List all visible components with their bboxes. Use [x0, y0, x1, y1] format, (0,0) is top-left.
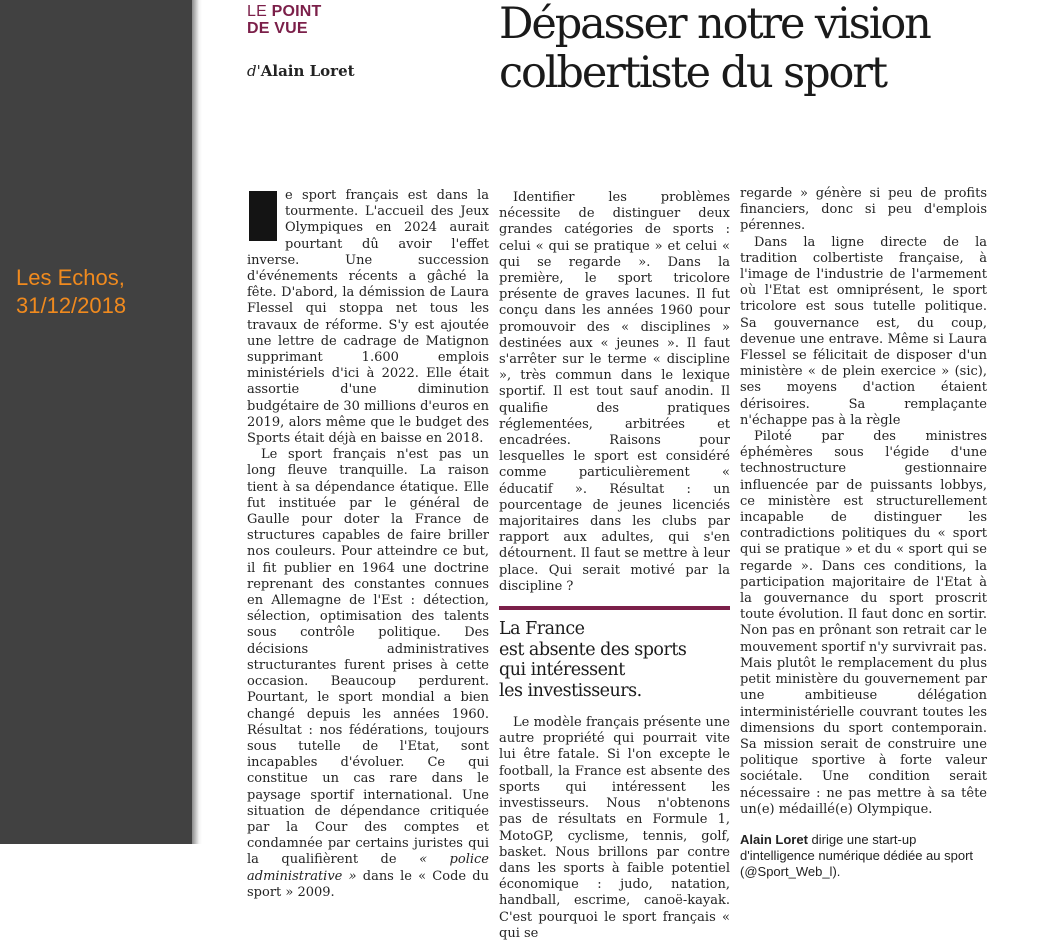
byline-author: Alain Loret — [260, 62, 355, 80]
paragraph-text: e sport français est dans la tourmente. L'accueil des Jeux Olympiques en 2024 aurait pourtant dû avoir l'effet inverse. Une succession d'événements récents a gâché la fête. D'abord, la démission de Laura Flessel qui stoppa net tous les travaux de réforme. S'y est ajoutée une lettre de cadrage de Matignon supprimant 1.600 emplois ministériels d'ici à 2022. Elle était assortie d'une diminution budgétaire de 30 millions d'euros en 2019, alors même que le budget des Sports était déjà en baisse en 2018. — [247, 188, 489, 447]
signature-name: Alain Loret — [740, 831, 808, 847]
kicker-le: LE — [247, 3, 267, 20]
pullquote-line: est absente des sports — [499, 639, 687, 660]
paragraph-text: Le sport français n'est pas un long fleuve tranquille. La raison tient à sa dépendance étatique. Elle fut instituée par le général de Gaulle pour doter la France de structures capables de faire briller nos couleurs. Pour atteindre ce but, il fit publier en 1964 une doctrine reprenant des constantes connues en Allemagne de l'Est : détection, sélection, optimisation des talents sous contrôle politique. Des décisions administratives structurantes furent prises à cette occasion. Beaucoup perdurent. Pourtant, le sport mondial a bien changé depuis les années 1960. Résultat : nos fédérations, toujours sous tutelle de l'Etat, sont incapables d'évoluer. Ce qui constitue un cas rare dans le paysage sportif international. Une situation de dépendance critiquée par la Cour des comptes et condamnée par certains juristes qui la qualifièrent de — [247, 447, 489, 868]
dark-sidebar — [0, 0, 192, 844]
headline — [499, 0, 1039, 98]
byline — [247, 62, 355, 80]
headline-line-1: Dépasser notre vision — [499, 0, 930, 49]
paragraph: Dans la ligne directe de la tradition colbertiste française, à l'image de l'industrie de l'armement où l'Etat est omniprésent, le sport tricolore est sous tutelle politique. Sa gouvernance est, du coup, devenue une entrave. Même si Laura Flessel se félicitait de disposer d'un ministère « de plein exercice » (sic), ses moyens d'action étaient dérisoires. Sa remplaçante n'échappe pas à la règle — [740, 234, 987, 428]
section-kicker — [247, 3, 322, 37]
paragraph-tail: dans le « Code du sport » 2009. — [247, 868, 489, 900]
drop-cap — [249, 191, 277, 241]
pullquote — [499, 619, 730, 701]
pullquote-rule — [499, 606, 730, 610]
paragraph: Piloté par des ministres éphémères sous l'égide d'une technostructure gestionnaire influencée par de puissants lobbys, ce ministère est structurellement incapable de distinguer les contradictions politiques du « sport qui se pratique » et du « sport qui se regarde ». Dans ces conditions, la participation majoritaire de l'Etat à la gouvernance du sport proscrit toute évolution. Il faut donc en sortir. Non pas en prônant son retrait car le mouvement sportif n'y survivrait pas. Mais plutôt le remplacement du plus petit ministère du gouvernement par une ambitieuse délégation interministérielle couvrant toutes les dimensions du sport contemporain. Sa mission serait de construire une politique sportive à forte valeur sociétale. Une condition serait nécessaire : ne pas mettre à sa tête un(e) médaillé(e) Olympique. — [740, 429, 987, 817]
pullquote-line: les investisseurs. — [499, 680, 642, 701]
article-column-3 — [740, 186, 987, 880]
source-label — [16, 264, 186, 320]
headline-line-2: colbertiste du sport — [499, 48, 886, 98]
source-date: 31/12/2018 — [16, 293, 127, 318]
paragraph: Le modèle français présente une autre propriété qui pourrait vite lui être fatale. Si l'on excepte le football, la France est absente des sports qui intéressent les investisseurs. Nous n'obtenons pas de résultats en Formule 1, MotoGP, cyclisme, tennis, golf, basket. Nous brillons par contre dans les sports à faible potentiel économique : judo, natation, handball, escrime, canoë-kayak. C'est pourquoi le sport français « qui se — [499, 715, 730, 941]
signature-bio: dirige une start-up d'intelligence numérique dédiée au sport (@Sport_Web_l). — [740, 831, 974, 879]
author-signature — [740, 832, 987, 880]
kicker-de-vue: DE VUE — [247, 20, 308, 37]
source-name: Les Echos, — [16, 265, 125, 290]
article-column-2 — [499, 190, 730, 942]
pullquote-line: qui intéressent — [499, 660, 625, 681]
italic-quote: « police administrative » — [247, 852, 489, 884]
article-column-1 — [247, 188, 489, 901]
paragraph: Identifier les problèmes nécessite de distinguer deux grandes catégories de sports : celui « qui se pratique » et celui « qui se regarde ». Dans la première, le sport tricolore présente de graves lacunes. Il fut conçu dans les années 1960 pour promouvoir des « disciplines » destinées aux « jeunes ». Il faut s'arrêter sur le terme « discipline », très commun dans le lexique sportif. Il est tout sauf anodin. Il qualifie des pratiques réglementées, arbitrées et encadrées. Raisons pour lesquelles le sport est considéré comme particulièrement « éducatif ». Résultat : un pourcentage de jeunes licenciés majoritaires dans les clubs par rapport aux adultes, qui s'en détournent. Il faut se mettre à leur place. Qui serait motivé par la discipline ? — [499, 190, 730, 594]
paragraph: regarde » génère si peu de profits financiers, donc si peu d'emplois pérennes. — [740, 186, 987, 234]
paragraph — [247, 447, 489, 901]
paragraph — [247, 188, 489, 447]
pullquote-line: La France — [499, 619, 585, 640]
page-edge-shadow — [192, 0, 202, 844]
byline-prefix: d' — [247, 62, 261, 80]
kicker-point: POINT — [271, 3, 322, 20]
